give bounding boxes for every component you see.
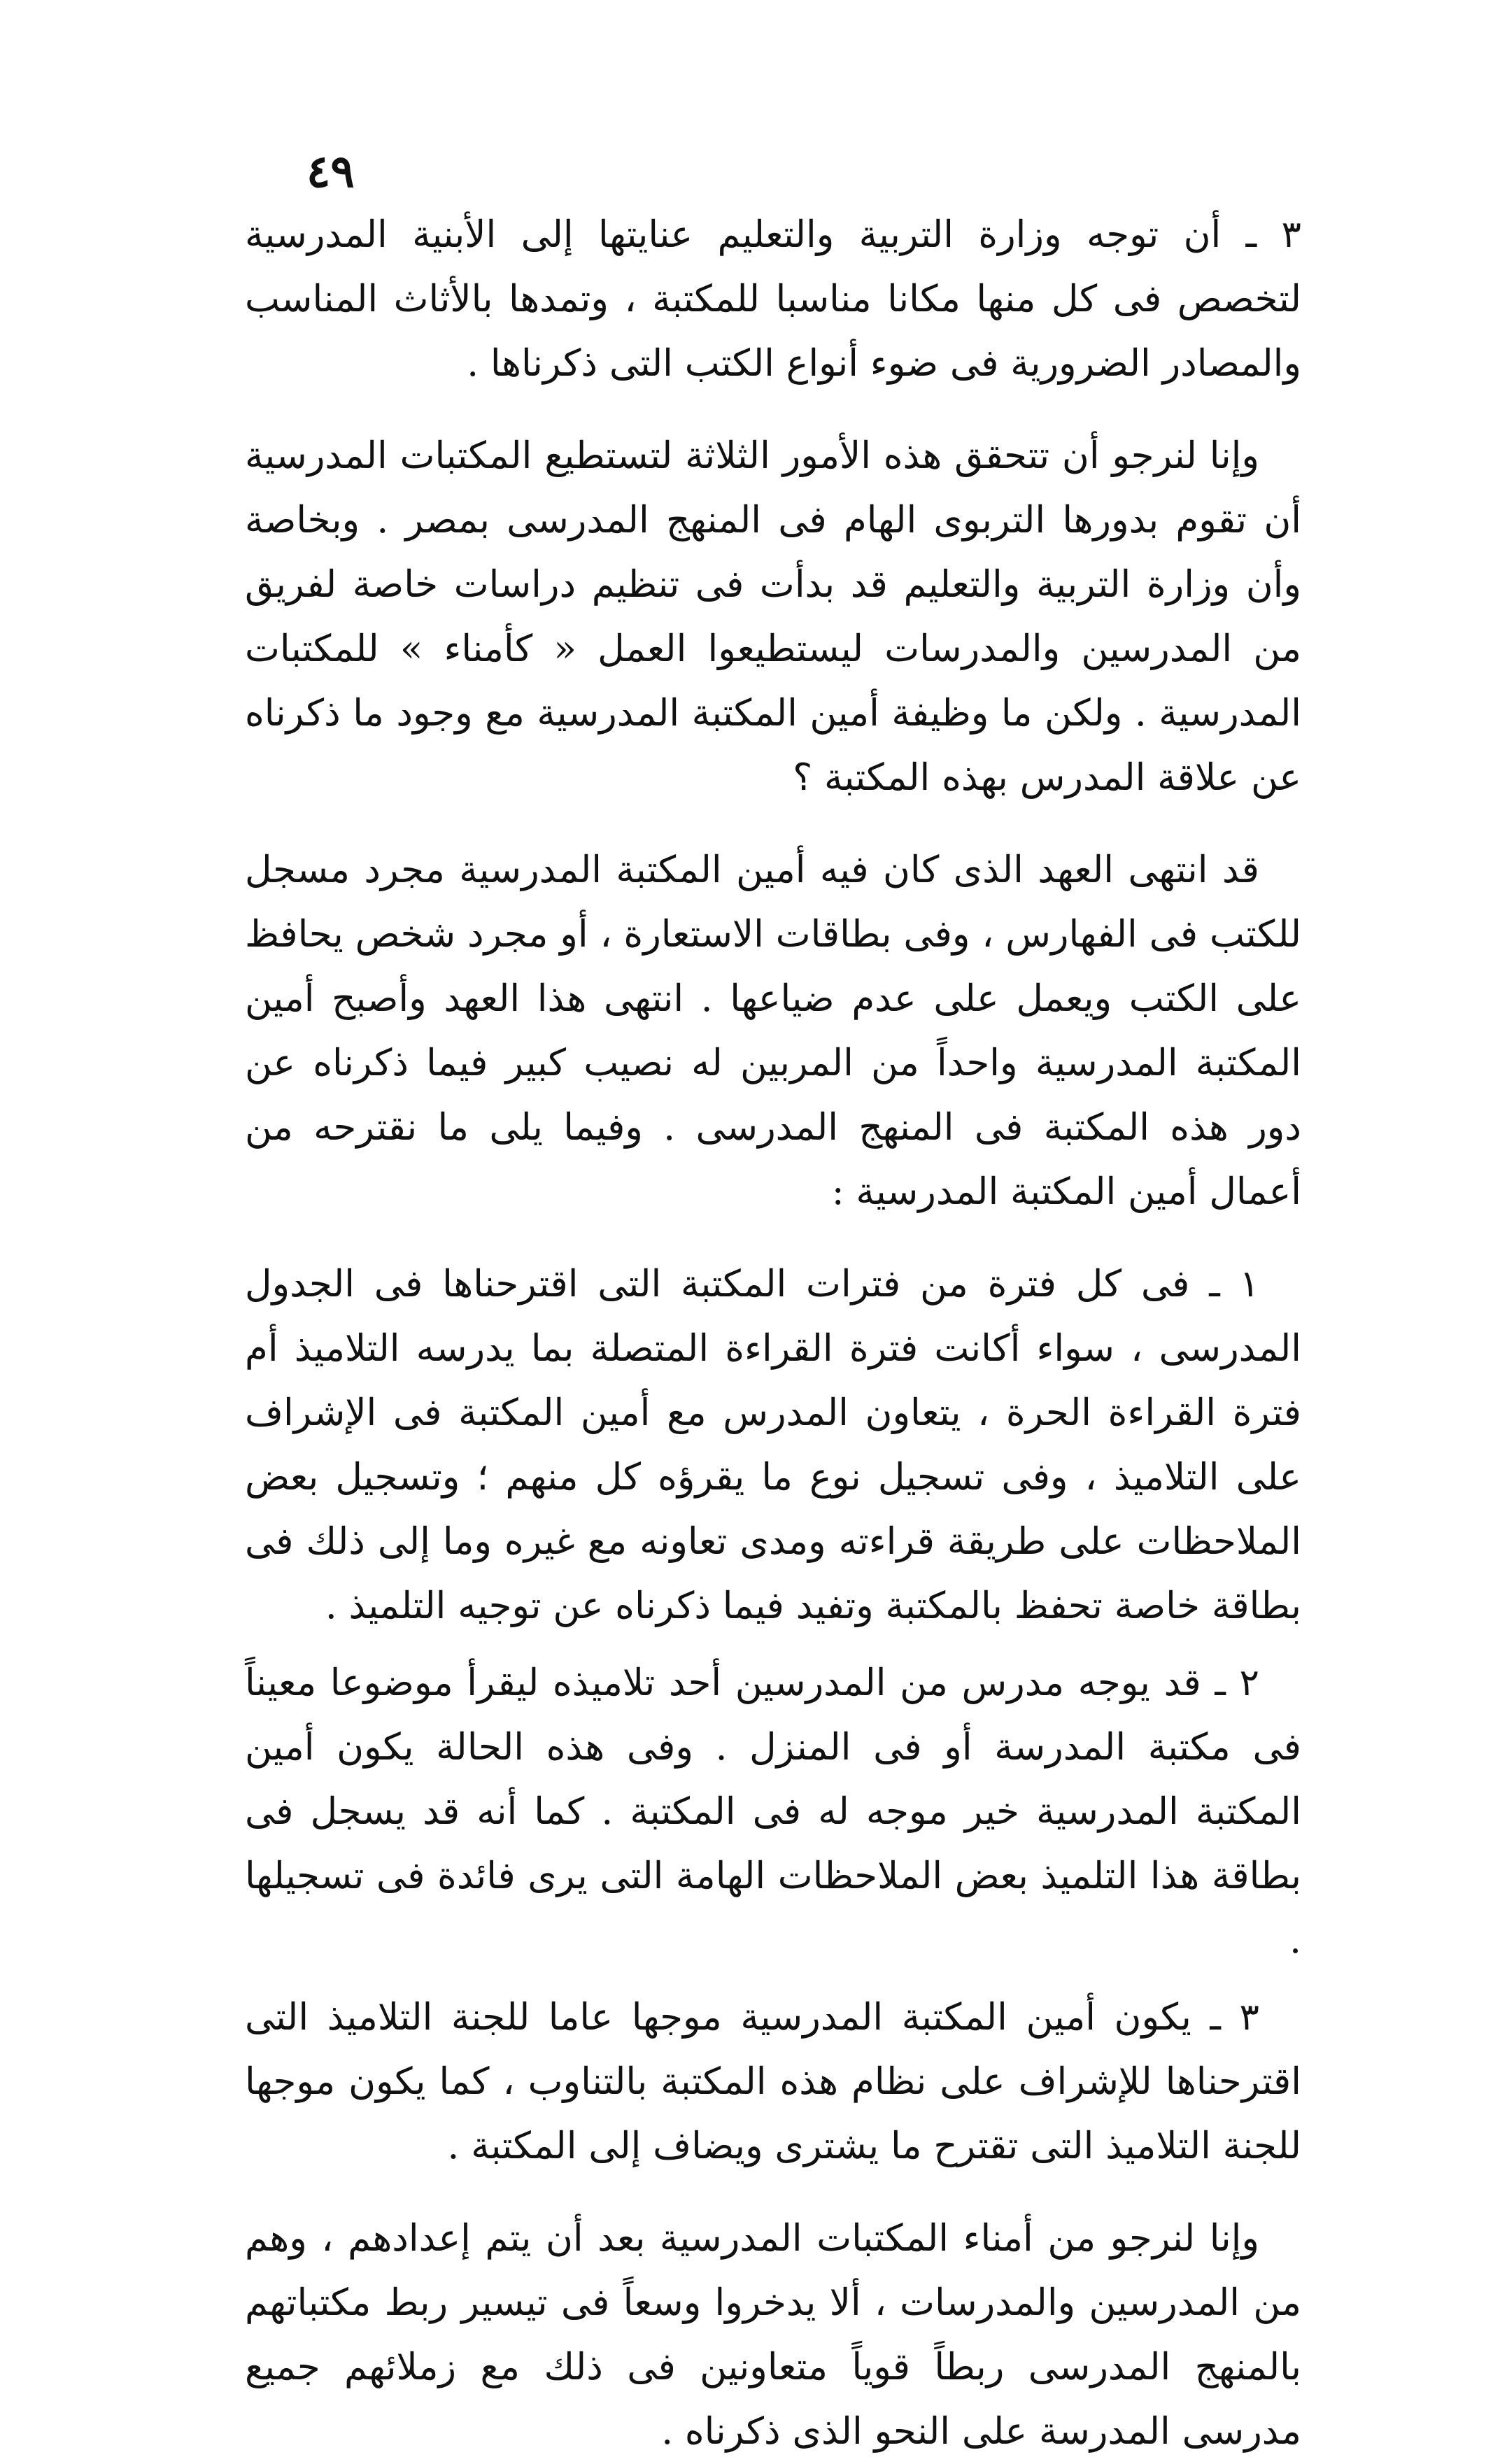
paragraph-librarian-question: وإنا لنرجو أن تتحقق هذه الأمور الثلاثة لتستطيع المكتبات المدرسية أن تقوم بدورها التربوى الهام فى المنهج المدرسى بمصر . وبخاصة وأن وزارة التربية والتعليم قد بدأت فى تنظيم دراسات خاصة لفريق من المدرسين والمدرسات ليستطيعوا العمل « كأمناء » للمكتبات المدرسية . ولكن ما وظيفة أمين المكتبة المدرسية مع وجود ما ذكرناه عن علاقة المدرس بهذه المكتبة ؟ [245,434,1301,799]
paragraph-librarian-role: قد انتهى العهد الذى كان فيه أمين المكتبة المدرسية مجرد مسجل للكتب فى الفهارس ، وفى بطاقات الاستعارة ، أو مجرد شخص يحافظ على الكتب ويعمل على عدم ضياعها . انتهى هذا العهد وأصبح أمين المكتبة المدرسية واحداً من المربين له نصيب كبير فيما ذكرناه عن دور هذه المكتبة فى المنهج المدرسى . وفيما يلى ما نقترحه من أعمال أمين المكتبة المدرسية : [245,849,1301,1213]
paragraph-duty-3: ٣ ـ يكون أمين المكتبة المدرسية موجها عاما للجنة التلاميذ التى اقترحناها للإشراف على نظام هذه المكتبة بالتناوب ، كما يكون موجها للجنة التلاميذ التى تقترح ما يشترى ويضاف إلى المكتبة . [245,1996,1301,2167]
paragraph-recommendation-3: ٣ ـ أن توجه وزارة التربية والتعليم عنايتها إلى الأبنية المدرسية لتخصص فى كل منها مكانا مناسبا للمكتبة ، وتمدها بالأثاث المناسب والمصادر الضرورية فى ضوء أنواع الكتب التى ذكرناها . [245,213,1301,385]
page-number: ٤٩ [306,146,355,198]
paragraph-duty-2: ٢ ـ قد يوجه مدرس من المدرسين أحد تلاميذه ليقرأ موضوعا معيناً فى مكتبة المدرسة أو فى المنزل . وفى هذه الحالة يكون أمين المكتبة المدرسية خير موجه له فى المكتبة . كما أنه قد يسجل فى بطاقة هذا التلميذ بعض الملاحظات الهامة التى يرى فائدة فى تسجيلها . [245,1662,1301,1962]
document-body [245,203,1301,2464]
paragraph-conclusion: وإنا لنرجو من أمناء المكتبات المدرسية بعد أن يتم إعدادهم ، وهم من المدرسين والمدرسات ، ألا يدخروا وسعاً فى تيسير ربط مكتباتهم بالمنهج المدرسى ربطاً قوياً متعاونين فى ذلك مع زملائهم جميع مدرسى المدرسة على النحو الذى ذكرناه . [245,2217,1301,2453]
paragraph-duty-1: ١ ـ فى كل فترة من فترات المكتبة التى اقترحناها فى الجدول المدرسى ، سواء أكانت فترة القراءة المتصلة بما يدرسه التلاميذ أم فترة القراءة الحرة ، يتعاون المدرس مع أمين المكتبة فى الإشراف على التلاميذ ، وفى تسجيل نوع ما يقرؤه كل منهم ؛ وتسجيل بعض الملاحظات على طريقة قراءته ومدى تعاونه مع غيره وما إلى ذلك فى بطاقة خاصة تحفظ بالمكتبة وتفيد فيما ذكرناه عن توجيه التلميذ . [245,1263,1301,1627]
